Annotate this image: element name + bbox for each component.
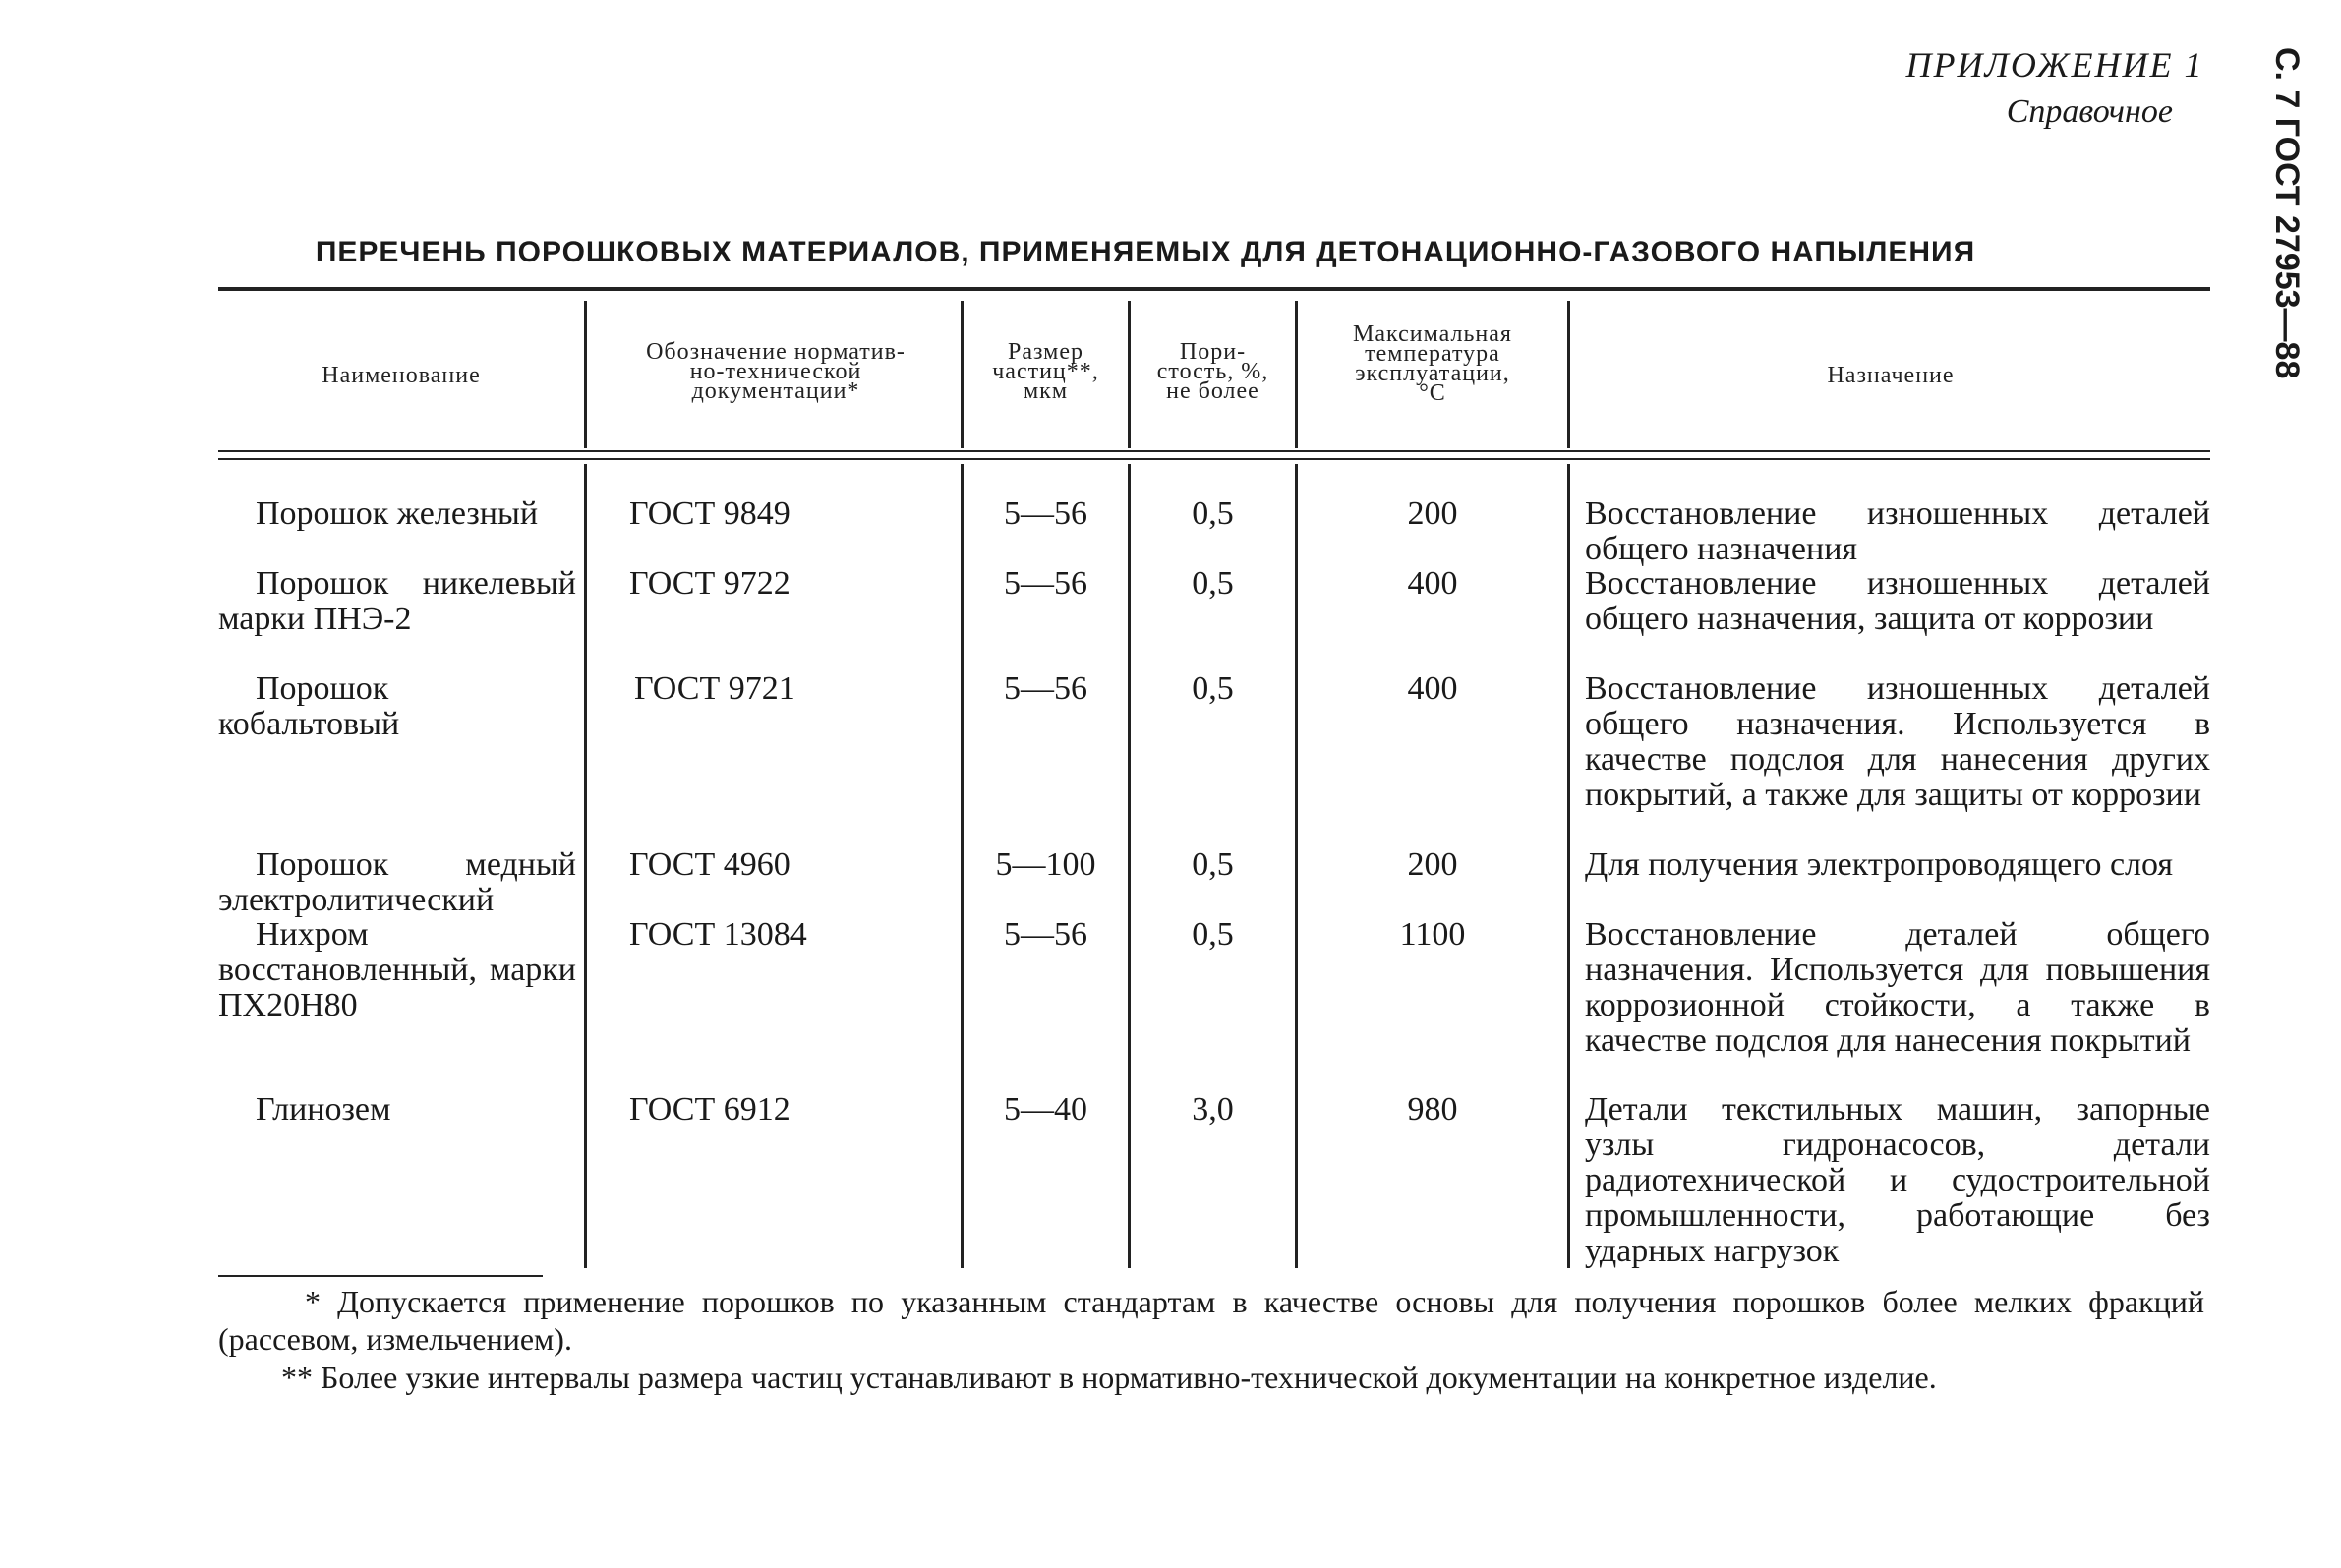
header-purpose: Назначение bbox=[1827, 363, 1955, 388]
table-top-rule bbox=[218, 287, 2210, 291]
cell-name: Глинозем bbox=[256, 1091, 391, 1128]
cell-size: 5—56 bbox=[1004, 670, 1087, 707]
cell-doc: ГОСТ 4960 bbox=[629, 846, 790, 883]
cell-doc: ГОСТ 9721 bbox=[634, 670, 795, 707]
cell-purpose: Детали текстильных машин, запорные узлы гидронасосов, детали радиотехнической и судостроительной промышленности, работающие без ударных нагрузок bbox=[1585, 1091, 2210, 1269]
header-temp: Максимальная температура эксплуатации, °С bbox=[1353, 321, 1512, 406]
footnote-1: * Допускается применение порошков по указанным стандартам в качестве основы для получения порошков более мелких фракций (рассевом, измельчением). bbox=[218, 1284, 2204, 1357]
cell-porosity: 0,5 bbox=[1192, 495, 1234, 532]
cell-name: Порошок железный bbox=[256, 495, 539, 532]
header-size: Размер частиц**, мкм bbox=[992, 339, 1099, 404]
col-sep-5-body bbox=[1567, 464, 1570, 1268]
cell-temp: 1100 bbox=[1399, 916, 1466, 953]
cell-name: Порошок никелевый марки ПНЭ-2 bbox=[218, 565, 576, 637]
footnote-rule bbox=[218, 1275, 543, 1277]
col-sep-1-body bbox=[584, 464, 587, 1268]
cell-purpose: Восстановление деталей общего назначения. Используется для повышения коррозионной стойкости, а также в качестве подслоя для нанесения покрытий bbox=[1585, 916, 2210, 1059]
cell-name: Порошок кобальтовый bbox=[218, 670, 400, 742]
cell-porosity: 0,5 bbox=[1192, 846, 1234, 883]
cell-temp: 400 bbox=[1407, 670, 1458, 707]
cell-purpose: Восстановление изношенных деталей общего назначения. Используется в качестве подслоя для нанесения других покрытий, а также для защиты от коррозии bbox=[1585, 670, 2210, 813]
cell-temp: 200 bbox=[1407, 846, 1458, 883]
cell-size: 5—100 bbox=[995, 846, 1096, 883]
cell-purpose: Для получения электропроводящего слоя bbox=[1585, 846, 2174, 883]
header-bottom-rule-1 bbox=[218, 450, 2210, 452]
appendix-label: ПРИЛОЖЕНИЕ 1 bbox=[1905, 45, 2204, 85]
header-name: Наименование bbox=[322, 363, 481, 388]
col-sep-5-header bbox=[1567, 301, 1570, 448]
cell-porosity: 0,5 bbox=[1192, 565, 1234, 602]
cell-name: Нихром восстановленный, марки ПХ20Н80 bbox=[218, 916, 576, 1023]
cell-temp: 980 bbox=[1407, 1091, 1458, 1128]
cell-name: Порошок медный электролитический bbox=[218, 846, 576, 918]
cell-porosity: 0,5 bbox=[1192, 916, 1234, 953]
footnote-2: ** Более узкие интервалы размера частиц устанавливают в нормативно-технической документации на конкретное изделие. bbox=[281, 1360, 1937, 1395]
table-title: ПЕРЕЧЕНЬ ПОРОШКОВЫХ МАТЕРИАЛОВ, ПРИМЕНЯЕМЫХ ДЛЯ ДЕТОНАЦИОННО-ГАЗОВОГО НАПЫЛЕНИЯ bbox=[315, 236, 1976, 268]
cell-size: 5—56 bbox=[1004, 916, 1087, 953]
col-sep-1-header bbox=[584, 301, 587, 448]
cell-porosity: 3,0 bbox=[1192, 1091, 1234, 1128]
cell-temp: 200 bbox=[1407, 495, 1458, 532]
appendix-kind: Справочное bbox=[2006, 93, 2173, 130]
header-doc: Обозначение норматив- но-технической документации* bbox=[646, 339, 906, 404]
cell-purpose: Восстановление изношенных деталей общего назначения bbox=[1585, 495, 2210, 567]
cell-doc: ГОСТ 9849 bbox=[629, 495, 790, 532]
page-header-vertical: С. 7 ГОСТ 27953—88 bbox=[2268, 47, 2306, 379]
cell-porosity: 0,5 bbox=[1192, 670, 1234, 707]
header-porosity: Пори- стость, %, не более bbox=[1156, 339, 1269, 404]
cell-temp: 400 bbox=[1407, 565, 1458, 602]
cell-size: 5—56 bbox=[1004, 565, 1087, 602]
cell-doc: ГОСТ 6912 bbox=[629, 1091, 790, 1128]
cell-doc: ГОСТ 13084 bbox=[629, 916, 807, 953]
cell-size: 5—56 bbox=[1004, 495, 1087, 532]
cell-purpose: Восстановление изношенных деталей общего назначения, защита от коррозии bbox=[1585, 565, 2210, 637]
cell-doc: ГОСТ 9722 bbox=[629, 565, 790, 602]
header-bottom-rule-2 bbox=[218, 458, 2210, 460]
cell-size: 5—40 bbox=[1004, 1091, 1087, 1128]
